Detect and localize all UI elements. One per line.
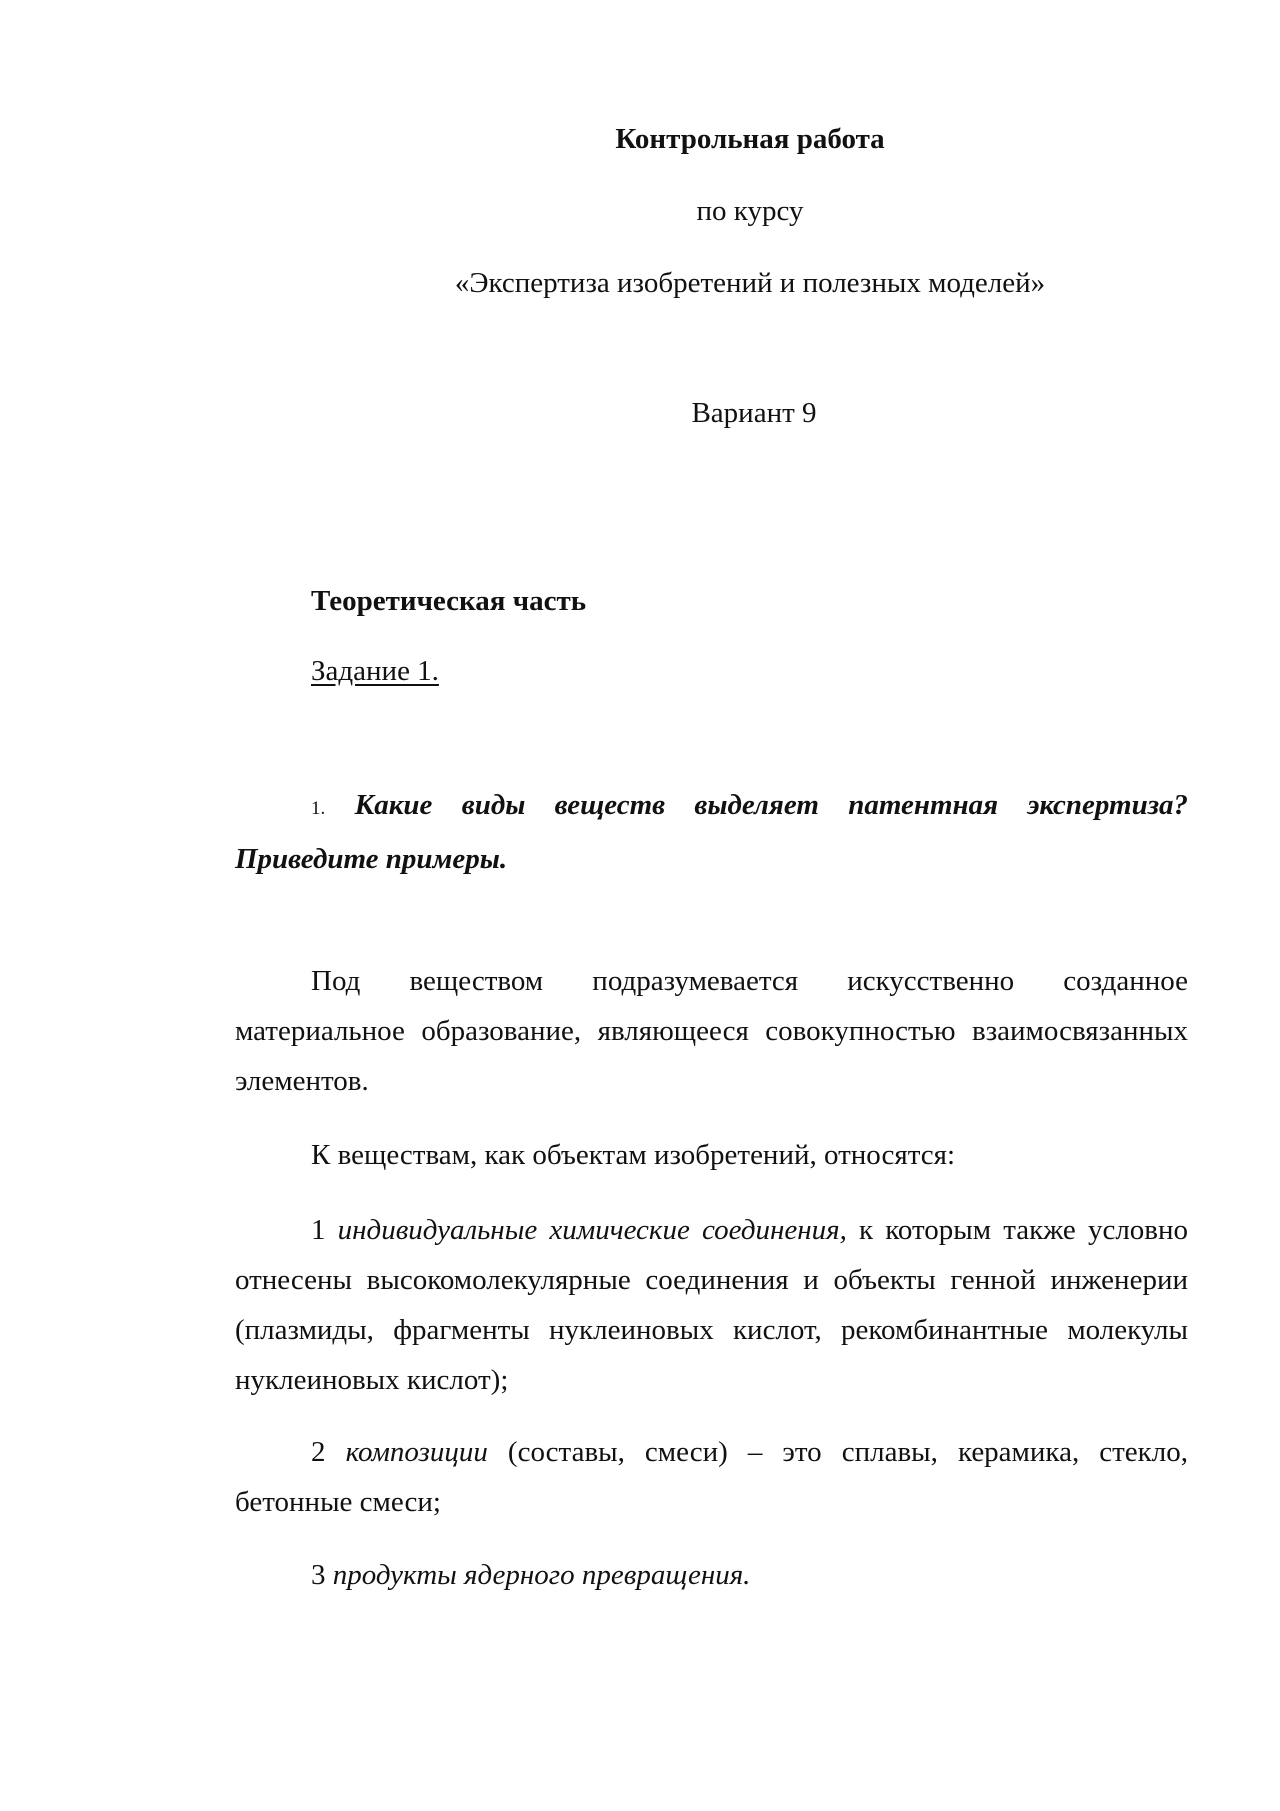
paragraph-substance-definition: Под веществом подразумевается искусственно созданное материальное образование, являющееся совокупностью взаимосвязанных элементов.	[235, 965, 1188, 1097]
list-item-2	[235, 1427, 1188, 1527]
list-item-2-text: (составы, смеси) – это сплавы, керамика, стекло, бетонные смеси;	[235, 1436, 1188, 1518]
list-item-1	[235, 1205, 1188, 1405]
paragraph-substance-types-intro: К веществам, как объектам изобретений, относятся:	[311, 1139, 956, 1171]
list-item-3-number: 3	[311, 1559, 326, 1591]
variant-label: Вариант 9	[691, 397, 817, 429]
document-title: Контрольная работа	[615, 123, 885, 155]
question-number: 1.	[311, 798, 326, 819]
list-item-2-number: 2	[311, 1436, 326, 1468]
list-item-1-number: 1	[311, 1214, 326, 1246]
question-paragraph	[235, 780, 1188, 884]
question-text: Какие виды веществ выделяет патентная экспертиза? Приведите примеры.	[235, 789, 1189, 875]
section-heading: Теоретическая часть	[311, 585, 587, 617]
list-item-1-text: к которым также условно отнесены высокомолекулярные соединения и объекты генной инженерии (плазмиды, фрагменты нуклеиновых кислот, рекомбинантные молекулы нуклеиновых кислот);	[235, 1214, 1189, 1396]
task-label: Задание 1.	[311, 655, 439, 687]
list-item-2-term: композиции	[345, 1436, 488, 1468]
list-item-1-term: индивидуальные химические соединения,	[337, 1214, 847, 1246]
list-item-3-term: продукты ядерного превращения.	[332, 1559, 751, 1591]
list-item-3	[235, 1550, 1188, 1600]
course-prefix: по курсу	[696, 195, 804, 227]
course-name: «Экспертиза изобретений и полезных моделей»	[454, 267, 1046, 299]
